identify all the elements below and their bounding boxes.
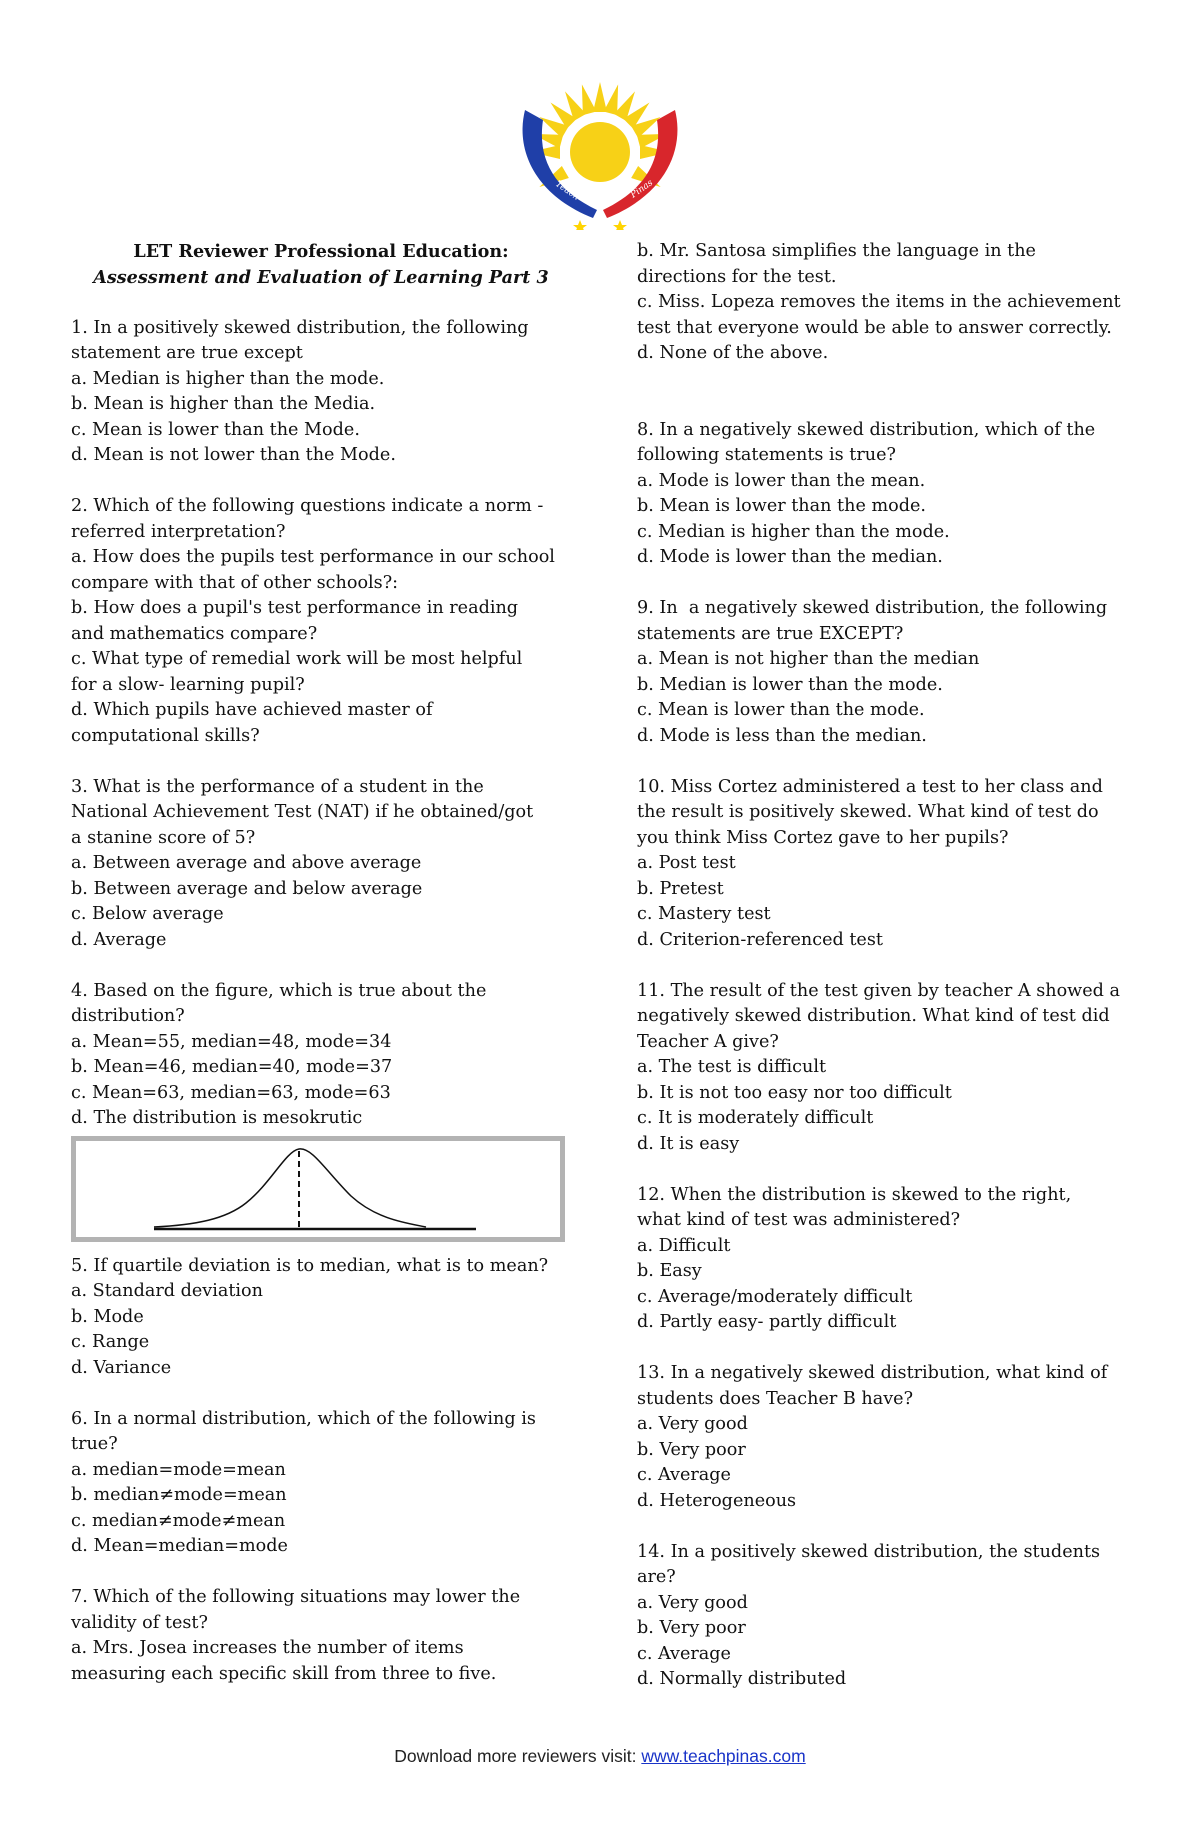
answer-option: d. Heterogeneous: [637, 1490, 797, 1511]
question-6: [71, 1407, 571, 1560]
answer-option: c. Below average: [71, 904, 224, 924]
question-stem: students does Teacher B have?: [637, 1388, 914, 1409]
footer-prefix: Download more reviewers visit:: [394, 1746, 642, 1766]
question-2: [71, 494, 571, 749]
answer-option: b. Very poor: [637, 1439, 746, 1460]
question-stem: statement are true except: [71, 343, 303, 363]
question-7: [71, 1585, 571, 1687]
answer-option: d. Mean=median=mode: [71, 1536, 288, 1556]
question-stem: a stanine score of 5?: [71, 827, 256, 848]
question-stem: National Achievement Test (NAT) if he obtained/got: [71, 802, 534, 822]
answer-option: measuring each specific skill from three to five.: [71, 1663, 497, 1684]
answer-option: b. Mr. Santosa simplifies the language in the: [637, 241, 1036, 261]
question-stem: what kind of test was administered?: [637, 1210, 961, 1230]
question-stem: 5. If quartile deviation is to median, what is to mean?: [71, 1255, 549, 1276]
question-13: [637, 1361, 1137, 1514]
question-stem: true?: [71, 1434, 118, 1454]
question-5: [71, 1254, 571, 1382]
question-stem: 4. Based on the figure, which is true about the: [71, 980, 487, 1001]
answer-option: a. median=mode=mean: [71, 1459, 286, 1480]
question-stem: referred interpretation?: [71, 521, 286, 542]
answer-option: a. Mean is not higher than the median: [637, 649, 980, 669]
answer-option: c. Mastery test: [637, 904, 771, 924]
question-14: [637, 1540, 1137, 1693]
answer-option: c. Average/moderately difficult: [637, 1286, 913, 1307]
question-stem: you think Miss Cortez gave to her pupils?: [637, 827, 1009, 848]
answer-option: a. How does the pupils test performance in our school: [71, 547, 555, 567]
question-1: [71, 316, 571, 469]
answer-option: a. Difficult: [637, 1235, 731, 1256]
answer-option: b. median≠mode=mean: [71, 1485, 287, 1505]
answer-option: c. Mean=63, median=63, mode=63: [71, 1082, 391, 1103]
title-line-1: LET Reviewer Professional Education:: [133, 241, 509, 262]
question-7-continued: [637, 239, 1137, 367]
answer-option: b. Median is lower than the mode.: [637, 674, 943, 695]
answer-option: a. Median is higher than the mode.: [71, 368, 385, 389]
answer-option: c. It is moderately difficult: [637, 1108, 874, 1128]
answer-option: a. Very good: [637, 1592, 748, 1613]
answer-option: b. Very poor: [637, 1618, 746, 1638]
answer-option: directions for the test.: [637, 266, 837, 287]
question-stem: 2. Which of the following questions indicate a norm -: [71, 496, 544, 516]
answer-option: a. The test is difficult: [637, 1057, 827, 1077]
question-stem: negatively skewed distribution. What kind of test did: [637, 1006, 1110, 1026]
answer-option: a. Mrs. Josea increases the number of items: [71, 1638, 464, 1658]
answer-option: b. Mean is higher than the Media.: [71, 394, 376, 414]
right-column: [637, 239, 1137, 1693]
bell-curve-figure: [76, 1141, 560, 1237]
answer-option: b. Pretest: [637, 878, 724, 899]
answer-option: d. Mean is not lower than the Mode.: [71, 445, 396, 465]
answer-option: for a slow- learning pupil?: [71, 674, 305, 695]
distribution-figure: [71, 1136, 565, 1242]
question-stem: 1. In a positively skewed distribution, the following: [71, 317, 529, 338]
answer-option: b. Mean=46, median=40, mode=37: [71, 1057, 393, 1077]
answer-option: d. Criterion-referenced test: [637, 929, 883, 950]
answer-option: d. None of the above.: [637, 343, 829, 363]
question-stem: 12. When the distribution is skewed to the right,: [637, 1184, 1072, 1205]
philippine-sun-logo: [515, 80, 685, 230]
answer-option: c. Average: [637, 1643, 731, 1664]
teachpinas-link[interactable]: www.teachpinas.com: [641, 1746, 806, 1766]
star-icons: [573, 220, 627, 230]
answer-option: c. Mean is lower than the mode.: [637, 700, 925, 720]
question-3: [71, 775, 571, 954]
question-11: [637, 979, 1137, 1158]
question-stem: Teacher A give?: [637, 1031, 779, 1052]
answer-option: compare with that of other schools?:: [71, 572, 399, 593]
question-stem: 3. What is the performance of a student in the: [71, 776, 484, 797]
question-stem: 8. In a negatively skewed distribution, which of the: [637, 419, 1096, 440]
logo-text-teach: Teach: [553, 179, 582, 203]
answer-option: c. Median is higher than the mode.: [637, 521, 950, 542]
question-stem: 7. Which of the following situations may lower the: [71, 1587, 521, 1607]
logo-text-pinas: Pinas: [628, 178, 655, 201]
question-10: [637, 775, 1137, 954]
question-stem: the result is positively skewed. What kind of test do: [637, 802, 1099, 822]
question-9: [637, 596, 1137, 749]
answer-option: c. median≠mode≠mean: [71, 1510, 286, 1531]
document-title: [71, 239, 571, 290]
answer-option: b. Mode: [71, 1306, 144, 1327]
answer-option: d. Variance: [71, 1357, 172, 1378]
distribution-curve: [154, 1148, 426, 1226]
answer-option: d. Mode is lower than the median.: [637, 547, 943, 567]
answer-option: d. Which pupils have achieved master of: [71, 700, 433, 720]
question-stem: following statements is true?: [637, 445, 896, 465]
question-stem: distribution?: [71, 1006, 185, 1026]
title-line-2: Assessment and Evaluation of Learning Part 3: [93, 266, 549, 288]
question-stem: 13. In a negatively skewed distribution, what kind of: [637, 1363, 1108, 1383]
answer-option: b. Between average and below average: [71, 878, 423, 899]
question-stem: 6. In a normal distribution, which of the following is: [71, 1408, 536, 1429]
question-4: [71, 979, 571, 1242]
answer-option: b. How does a pupil's test performance in reading: [71, 598, 519, 618]
answer-option: b. Mean is lower than the mode.: [637, 496, 926, 516]
answer-option: c. Range: [71, 1332, 150, 1352]
answer-option: d. The distribution is mesokrutic: [71, 1108, 363, 1128]
answer-option: a. Mean=55, median=48, mode=34: [71, 1031, 392, 1052]
question-stem: 14. In a positively skewed distribution, the students: [637, 1541, 1101, 1562]
answer-option: a. Mode is lower than the mean.: [637, 470, 926, 491]
answer-option: c. What type of remedial work will be most helpful: [71, 649, 523, 669]
answer-option: a. Standard deviation: [71, 1281, 263, 1301]
answer-option: a. Post test: [637, 853, 736, 873]
answer-option: c. Miss. Lopeza removes the items in the achievement: [637, 292, 1121, 312]
answer-option: b. It is not too easy nor too difficult: [637, 1082, 952, 1103]
answer-option: d. Partly easy- partly difficult: [637, 1312, 897, 1332]
question-stem: statements are true EXCEPT?: [637, 623, 904, 644]
answer-option: computational skills?: [71, 725, 260, 746]
question-stem: 10. Miss Cortez administered a test to her class and: [637, 776, 1103, 797]
answer-option: d. It is easy: [637, 1133, 740, 1154]
answer-option: b. Easy: [637, 1261, 702, 1281]
question-stem: are?: [637, 1567, 676, 1587]
answer-option: d. Average: [71, 929, 167, 950]
answer-option: a. Between average and above average: [71, 853, 422, 873]
question-stem: 9. In a negatively skewed distribution, the following: [637, 598, 1108, 618]
question-12: [637, 1183, 1137, 1336]
answer-option: test that everyone would be able to answer correctly.: [637, 317, 1112, 338]
question-stem: validity of test?: [71, 1612, 208, 1633]
answer-option: c. Average: [637, 1465, 731, 1485]
answer-option: d. Mode is less than the median.: [637, 725, 927, 746]
left-column: [71, 239, 571, 1687]
question-stem: 11. The result of the test given by teacher A showed a: [637, 980, 1120, 1001]
answer-option: and mathematics compare?: [71, 623, 318, 644]
answer-option: c. Mean is lower than the Mode.: [71, 419, 360, 440]
question-8: [637, 418, 1137, 571]
answer-option: d. Normally distributed: [637, 1669, 847, 1689]
footer: [0, 1746, 1200, 1767]
answer-option: a. Very good: [637, 1414, 748, 1434]
